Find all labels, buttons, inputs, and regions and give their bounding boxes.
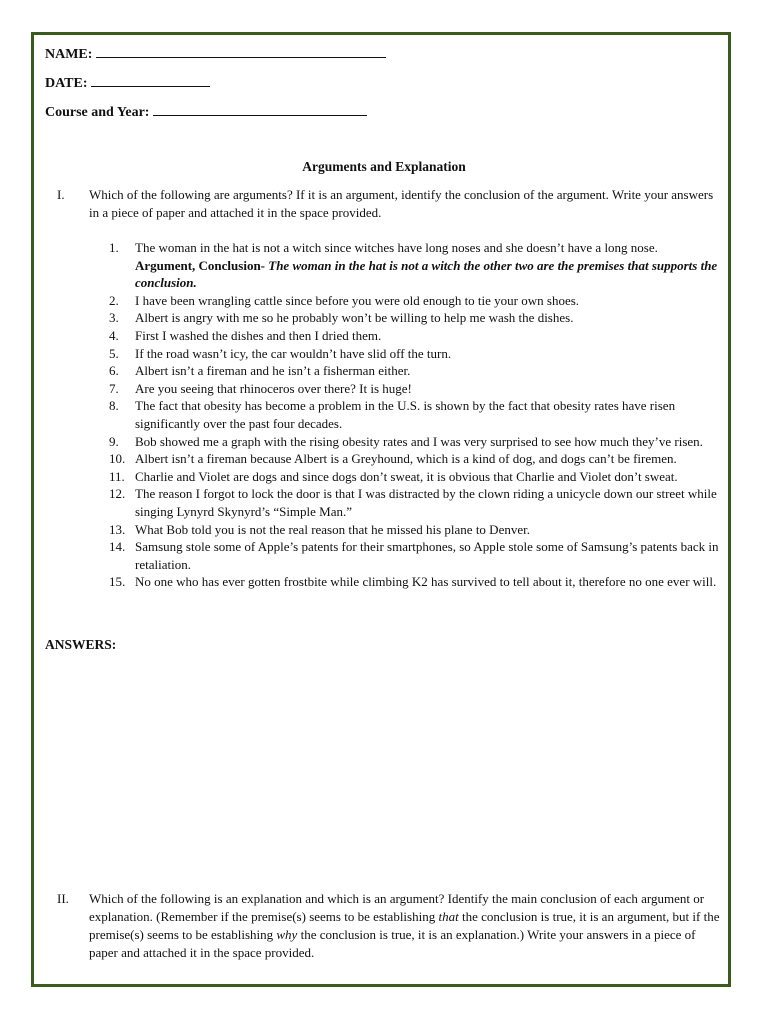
section-2-text: Which of the following is an explanation and which is an argument? Identify the main conclusion of each argument or explanation. (Remember if the premise(s) seems to be establishing that the conclusion is true, it is an argument, but if the premise(s) seems to be establishing why the conclusion is true, it is an explanation.) Write your answers in a piece of paper and attached it in the space provided. xyxy=(89,891,720,960)
list-item: 6. Albert isn’t a fireman and he isn’t a fisherman either. xyxy=(109,363,411,379)
list-item: 11. Charlie and Violet are dogs and since dogs don’t sweat, it is obvious that Charlie and Violet don’t sweat. xyxy=(109,468,678,484)
section-2-numeral: II. xyxy=(57,891,69,906)
list-item: 5. If the road wasn’t icy, the car wouldn’t have slid off the turn. xyxy=(109,345,452,361)
name-label: NAME: xyxy=(45,47,93,62)
date-blank-line[interactable] xyxy=(91,73,210,87)
list-item: 4. First I washed the dishes and then I dried them. xyxy=(109,327,382,343)
section-1-instruction xyxy=(57,186,722,222)
date-label: DATE: xyxy=(45,76,88,91)
section-1-numeral: I. xyxy=(57,187,65,202)
answer-note-lead: Argument, Conclusion- xyxy=(135,257,266,273)
answer-note xyxy=(135,257,721,292)
course-label: Course and Year: xyxy=(45,105,150,120)
name-blank-line[interactable] xyxy=(96,44,386,58)
document-title: Arguments and Explanation xyxy=(302,159,466,174)
list-item: 8. The fact that obesity has become a problem in the U.S. is shown by the fact that obesity rates have risen significantly over the past four decades. xyxy=(109,398,676,431)
list-item: 13. What Bob told you is not the real reason that he missed his plane to Denver. xyxy=(109,521,530,537)
course-blank-line[interactable] xyxy=(153,102,367,116)
list-item: 1. The woman in the hat is not a witch since witches have long noses and she doesn’t have a long nose. Argument, Conclusion- The woman in the hat is not a witch the other two are the premises that supports the conclusion. xyxy=(109,239,721,292)
date-field-row xyxy=(45,73,210,93)
answers-label: ANSWERS: xyxy=(45,637,117,652)
list-item: 14. Samsung stole some of Apple’s patents for their smartphones, so Apple stole some of Samsung’s patents back in retaliation. xyxy=(109,539,719,572)
list-item: 3. Albert is angry with me so he probably won’t be willing to help me wash the dishes. xyxy=(109,310,574,326)
list-item: 9. Bob showed me a graph with the rising obesity rates and I was very surprised to see how much they’ve risen. xyxy=(109,433,703,449)
list-item: 2. I have been wrangling cattle since before you were old enough to tie your own shoes. xyxy=(109,292,580,308)
section-1-text: Which of the following are arguments? If it is an argument, identify the conclusion of the argument. Write your answers in a piece of paper and attached it in the space provided. xyxy=(89,187,714,220)
section-2-instruction xyxy=(57,890,722,962)
list-item: 10. Albert isn’t a fireman because Albert is a Greyhound, which is a kind of dog, and dogs can’t be firemen. xyxy=(109,451,677,467)
list-item: 7. Are you seeing that rhinoceros over there? It is huge! xyxy=(109,380,412,396)
question-list xyxy=(109,239,721,591)
list-item: 12. The reason I forgot to lock the door is that I was distracted by the clown riding a unicycle down our street while singing Lynyrd Skynyrd’s “Simple Man.” xyxy=(109,486,717,519)
course-field-row xyxy=(45,102,367,122)
answer-note-conclusion: The woman in the hat is not a witch the other two are the premises that supports the conclusion. xyxy=(135,257,718,291)
name-field-row xyxy=(45,44,386,64)
list-item: 15. No one who has ever gotten frostbite while climbing K2 has survived to tell about it, therefore no one ever will. xyxy=(109,574,717,590)
